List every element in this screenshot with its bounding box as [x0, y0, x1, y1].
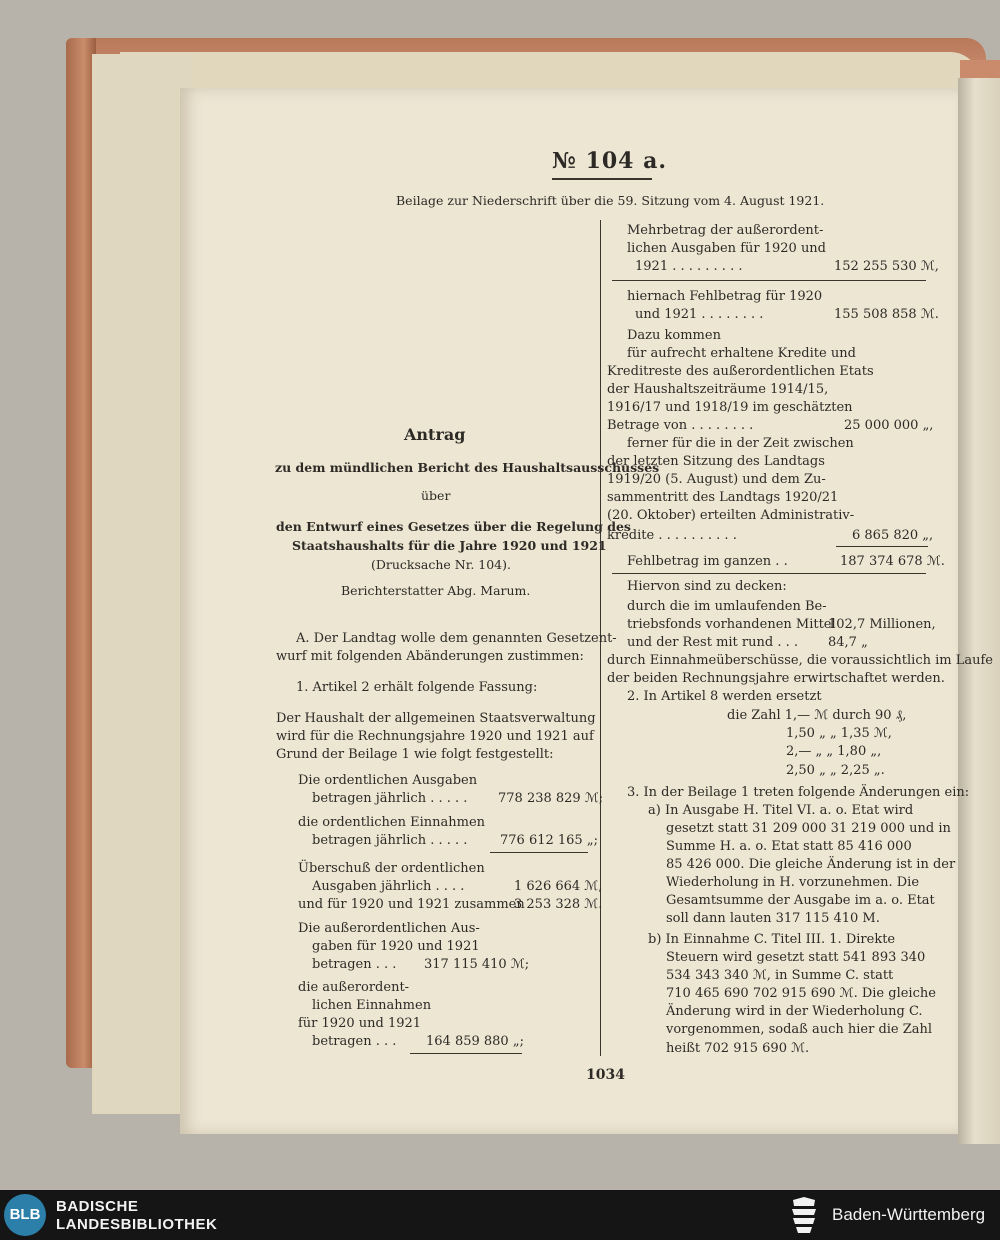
extra-amount-label-1: Mehrbetrag der außerordent- [627, 223, 824, 238]
annex-changes-line: 3. In der Beilage 1 treten folgende Änderungen ein: [627, 785, 970, 800]
budget-line-1: Der Haushalt der allgemeinen Staatsverwaltung [276, 711, 596, 726]
heading-line-3: den Entwurf eines Gesetzes über die Regelung des [276, 519, 631, 534]
heading-line-1: zu dem mündlichen Bericht des Haushaltsausschusses [275, 460, 660, 475]
sum-rule-2 [410, 1053, 522, 1054]
section-heading: Antrag [404, 425, 466, 444]
budget-line-3: Grund der Beilage 1 wie folgt festgestellt: [276, 747, 554, 762]
heading-line-5: (Drucksache Nr. 104). [371, 557, 511, 572]
surplus-label-3: und für 1920 und 1921 zusammen [298, 897, 525, 912]
additions-line-6: Betrage von . . . . . . . . [607, 418, 754, 433]
coverage-value-2: 84,7 „ [828, 635, 868, 650]
change-b-line-1: b) In Einnahme C. Titel III. 1. Direkte [648, 932, 896, 947]
rapporteur-line: Berichterstatter Abg. Marum. [341, 583, 531, 598]
document-number: № 104 a. [552, 148, 668, 174]
additions-line-1: Dazu kommen [627, 328, 721, 343]
coverage-value-1: 102,7 Millionen, [828, 617, 936, 632]
title-underline [552, 178, 652, 180]
additions-line-2: für aufrecht erhaltene Kredite und [627, 346, 856, 361]
extra-amount-label-3: 1921 . . . . . . . . . [635, 259, 743, 274]
deficit-label-1: hiernach Fehlbetrag für 1920 [627, 289, 823, 304]
ordinary-income-label-1: die ordentlichen Einnahmen [298, 815, 486, 830]
deficit-label-2: und 1921 . . . . . . . . [635, 307, 764, 322]
admin-credits-value: 6 865 820 „, [852, 528, 934, 543]
extraordinary-expenses-label-1: Die außerordentlichen Aus- [298, 921, 480, 936]
article-8-line: 2. In Artikel 8 werden ersetzt [627, 689, 822, 704]
coverage-line-2: durch die im umlaufenden Be- [627, 599, 827, 614]
change-b-line-2: Steuern wird gesetzt statt 541 893 340 [666, 950, 926, 965]
article-8-row-2: 1,50 „ „ 1,35 ℳ, [786, 726, 892, 741]
ordinary-income-label-2: betragen jährlich . . . . . [312, 833, 468, 848]
further-line-1: ferner für die in der Zeit zwischen [627, 436, 854, 451]
coverage-line-4: und der Rest mit rund . . . [627, 635, 798, 650]
deficit-value: 155 508 858 ℳ. [834, 307, 939, 322]
heading-line-2: über [421, 488, 451, 503]
ordinary-expenses-label-2: betragen jährlich . . . . . [312, 791, 468, 806]
change-b-line-7: heißt 702 915 690 ℳ. [666, 1041, 810, 1056]
sum-rule-5 [612, 573, 926, 574]
surplus-label-1: Überschuß der ordentlichen [298, 861, 485, 876]
ordinary-income-value: 776 612 165 „; [500, 833, 598, 848]
page-edges-top [120, 52, 980, 92]
document-subtitle: Beilage zur Niederschrift über die 59. Sitzung vom 4. August 1921. [396, 193, 825, 208]
baden-wuerttemberg-lions-icon [790, 1196, 818, 1234]
para-a-line-2: wurf mit folgenden Abänderungen zustimmen: [276, 649, 584, 664]
ordinary-expenses-value: 778 238 829 ℳ; [498, 791, 604, 806]
page-number: 1034 [586, 1067, 625, 1083]
state-name[interactable]: Baden-Württemberg [832, 1205, 986, 1224]
budget-line-2: wird für die Rechnungsjahre 1920 und 1921 auf [276, 729, 594, 744]
extraordinary-expenses-value: 317 115 410 ℳ; [424, 957, 530, 972]
blb-logo[interactable]: BLB [4, 1194, 46, 1236]
change-a-line-4: 85 426 000. Die gleiche Änderung ist in der [666, 857, 956, 872]
extraordinary-expenses-label-2: gaben für 1920 und 1921 [312, 939, 480, 954]
extraordinary-income-label-3: für 1920 und 1921 [298, 1016, 422, 1031]
article-2-line: 1. Artikel 2 erhält folgende Fassung: [296, 680, 538, 695]
change-a-line-7: soll dann lauten 317 115 410 M. [666, 911, 880, 926]
additions-line-3: Kreditreste des außerordentlichen Etats [607, 364, 874, 379]
surplus-label-2: Ausgaben jährlich . . . . [312, 879, 465, 894]
extraordinary-income-label-2: lichen Einnahmen [312, 998, 432, 1013]
change-a-line-6: Gesamtsumme der Ausgabe im a. o. Etat [666, 893, 935, 908]
change-b-line-4: 710 465 690 702 915 690 ℳ. Die gleiche [666, 986, 936, 1001]
change-a-line-5: Wiederholung in H. vorzunehmen. Die [666, 875, 920, 890]
extraordinary-expenses-label-3: betragen . . . [312, 957, 397, 972]
change-a-line-1: a) In Ausgabe H. Titel VI. a. o. Etat wird [648, 803, 914, 818]
change-b-line-5: Änderung wird in der Wiederholung C. [666, 1004, 923, 1019]
total-deficit-value: 187 374 678 ℳ. [840, 554, 945, 569]
change-a-line-3: Summe H. a. o. Etat statt 85 416 000 [666, 839, 912, 854]
additions-line-5: 1916/17 und 1918/19 im geschätzten [607, 400, 853, 415]
article-8-row-1: die Zahl 1,— ℳ durch 90 ₰, [727, 708, 907, 723]
coverage-line-5: durch Einnahmeüberschüsse, die voraussichtlich im Laufe [607, 653, 994, 668]
para-a-line-1: A. Der Landtag wolle dem genannten Gesetzent- [296, 631, 617, 646]
coverage-line-3: triebsfonds vorhandenen Mittel [627, 617, 836, 632]
credits-value: 25 000 000 „, [844, 418, 934, 433]
article-8-row-4: 2,50 „ „ 2,25 „. [786, 763, 885, 778]
further-line-4: sammentritt des Landtags 1920/21 [607, 490, 839, 505]
coverage-line-1: Hiervon sind zu decken: [627, 579, 787, 594]
total-deficit-label: Fehlbetrag im ganzen . . [627, 554, 788, 569]
change-b-line-3: 534 343 340 ℳ, in Summe C. statt [666, 968, 894, 983]
further-line-6: kredite . . . . . . . . . . [607, 528, 737, 543]
further-line-2: der letzten Sitzung des Landtags [607, 454, 825, 469]
facing-page [958, 78, 1000, 1144]
sum-rule-3 [612, 280, 926, 281]
sum-rule-4 [836, 546, 928, 547]
change-b-line-6: vorgenommen, sodaß auch hier die Zahl [666, 1022, 933, 1037]
surplus-total-value: 3 253 328 ℳ. [514, 897, 603, 912]
extraordinary-income-label-4: betragen . . . [312, 1034, 397, 1049]
further-line-5: (20. Oktober) erteilten Administrativ- [607, 508, 855, 523]
library-name-line-2: LANDESBIBLIOTHEK [56, 1216, 218, 1233]
surplus-annual-value: 1 626 664 ℳ, [514, 879, 603, 894]
extraordinary-income-value: 164 859 880 „; [426, 1034, 524, 1049]
ordinary-expenses-label-1: Die ordentlichen Ausgaben [298, 773, 478, 788]
page-edges-side [92, 54, 192, 1114]
extraordinary-income-label-1: die außerordent- [298, 980, 410, 995]
sum-rule-1 [490, 852, 588, 853]
library-name-line-1: BADISCHE [56, 1198, 139, 1215]
heading-line-4: Staatshaushalts für die Jahre 1920 und 1921 [292, 538, 607, 553]
further-line-3: 1919/20 (5. August) und dem Zu- [607, 472, 826, 487]
coverage-line-6: der beiden Rechnungsjahre erwirtschaftet werden. [607, 671, 945, 686]
change-a-line-2: gesetzt statt 31 209 000 31 219 000 und in [666, 821, 951, 836]
extra-amount-value: 152 255 530 ℳ, [834, 259, 939, 274]
extra-amount-label-2: lichen Ausgaben für 1920 und [627, 241, 827, 256]
article-8-row-3: 2,— „ „ 1,80 „, [786, 744, 882, 759]
additions-line-4: der Haushaltszeiträume 1914/15, [607, 382, 829, 397]
